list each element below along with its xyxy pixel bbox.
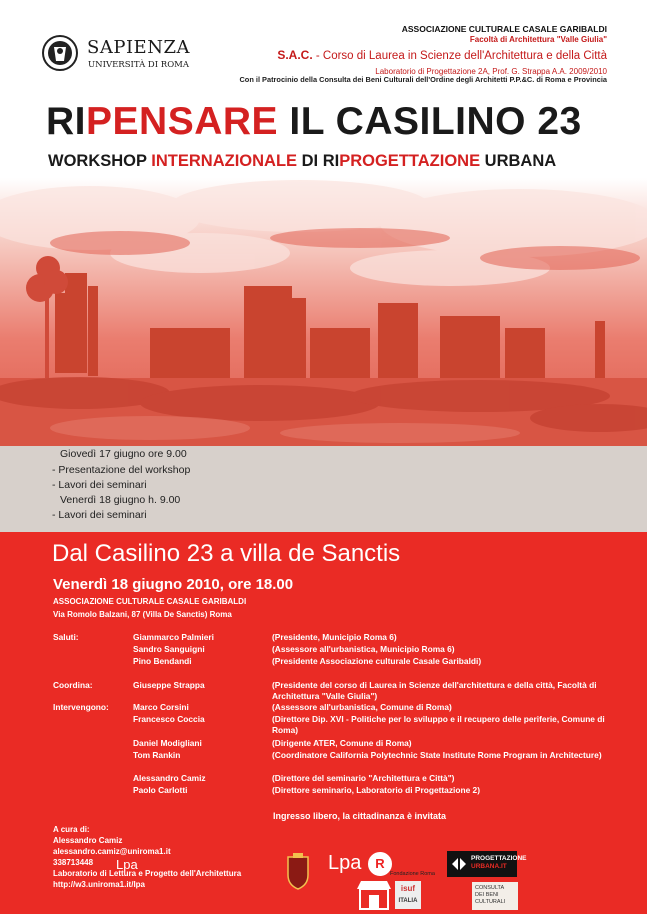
schedule-item: - Lavori dei seminari — [52, 479, 147, 491]
progettazione-urbana-logo — [447, 851, 527, 877]
lab-info: Laboratorio di Progettazione 2A, Prof. G. Strappa A.A. 2009/2010 — [375, 67, 607, 76]
speaker-name: Marco Corsini — [133, 702, 189, 712]
logo-name: SAPIENZA — [87, 37, 190, 58]
consulta-line3: CULTURALI — [475, 899, 506, 905]
free-entry-note: Ingresso libero, la cittadinanza è invitata — [273, 811, 447, 821]
isuf-italia-logo — [395, 881, 421, 909]
speaker-name: Giammarco Palmieri — [133, 632, 214, 642]
subtitle-di-ri: DI RI — [297, 152, 340, 170]
speaker-name: Francesco Coccia — [133, 714, 205, 724]
fondazione-roma-logo: R — [368, 852, 392, 876]
program-label-intervengono: Intervengono: — [53, 702, 109, 712]
title-part-rest: IL CASILINO 23 — [278, 100, 582, 143]
progettazione-mark-icon — [450, 855, 468, 873]
curator-name: Alessandro Camiz — [53, 836, 123, 845]
patronage-text: Con il Patrocinio della Consulta dei Beni Culturali dell'Ordine degli Architetti P.P.&C. di Roma e Provincia — [239, 75, 607, 84]
subtitle-workshop: WORKSHOP — [48, 152, 152, 170]
isuf-line1: isuf — [400, 884, 416, 893]
speaker-role: (Assessore all'urbanistica, Municipio Roma 6) — [272, 644, 455, 654]
title-part-ri: RI — [46, 100, 86, 143]
lpa-small-logo: Lpa — [116, 857, 138, 872]
speaker-role: (Direttore Dip. XVI - Politiche per lo sviluppo e il recupero delle periferie, Comune di Roma) — [272, 714, 605, 735]
course-text: - Corso di Laurea in Scienze dell'Architettura e della Città — [312, 50, 607, 62]
curated-by — [53, 824, 241, 890]
event-title: Dal Casilino 23 a villa de Sanctis — [52, 540, 401, 567]
fondazione-roma-text: Fondazione Roma — [390, 871, 435, 877]
shop-icon — [355, 879, 393, 911]
speaker-name: Daniel Modigliani — [133, 738, 202, 748]
curator-lab: Laboratorio di Lettura e Progetto dell'Architettura — [53, 869, 242, 878]
program-label-coordina: Coordina: — [53, 680, 93, 690]
main-title — [46, 100, 582, 144]
speaker-role: (Direttore del seminario "Architettura e Città") — [272, 773, 455, 783]
speaker-name: Pino Bendandi — [133, 656, 192, 666]
course-name — [277, 48, 607, 62]
speaker-role: (Presidente del corso di Laurea in Scienze dell'architettura e della città, Facoltà di Architettura "Valle Giulia") — [272, 680, 597, 701]
sac-acronym: S.A.C. — [277, 48, 313, 62]
schedule-band — [0, 446, 647, 532]
lpa-logo: Lpa — [328, 852, 362, 874]
roma-crest-icon — [278, 851, 318, 896]
program-label-saluti: Saluti: — [53, 632, 79, 642]
logo-subtitle: UNIVERSITÀ DI ROMA — [88, 60, 190, 70]
speaker-role: (Direttore seminario, Laboratorio di Progettazione 2) — [272, 785, 481, 795]
sapienza-logo — [42, 33, 190, 77]
consulta-line1: CONSULTA — [475, 885, 505, 891]
speaker-role: (Assessore all'urbanistica, Comune di Roma) — [272, 702, 452, 712]
subtitle-internazionale: INTERNAZIONALE — [151, 152, 298, 170]
event-date: Venerdì 18 giugno 2010, ore 18.00 — [53, 576, 294, 593]
curator-url[interactable]: http://w3.uniroma1.it/lpa — [53, 880, 146, 889]
header-organizers — [277, 24, 607, 76]
progettazione-line1: PROGETTAZIONE — [471, 855, 527, 862]
skyline-photo — [0, 178, 647, 446]
schedule-day-2: Venerdì 18 giugno h. 9.00 — [60, 494, 181, 506]
faculty-name: Facoltà di Architettura "Valle Giulia" — [469, 35, 607, 44]
speaker-name: Alessandro Camiz — [133, 773, 206, 783]
speaker-name: Giuseppe Strappa — [133, 680, 205, 690]
speaker-name: Tom Rankin — [133, 750, 181, 760]
speaker-role: (Presidente, Municipio Roma 6) — [272, 632, 397, 642]
schedule-item: - Presentazione del workshop — [52, 464, 191, 476]
subtitle-progettazione: PROGETTAZIONE — [339, 152, 481, 170]
event-address: Via Romolo Balzani, 87 (Villa De Sanctis) Roma — [53, 610, 232, 619]
association-name: ASSOCIAZIONE CULTURALE CASALE GARIBALDI — [401, 24, 607, 34]
consulta-beni-culturali-logo — [472, 882, 518, 910]
consulta-line2: DEI BENI — [475, 892, 499, 898]
progettazione-line2: URBANA.IT — [471, 863, 507, 870]
sapienza-seal-icon — [42, 33, 78, 73]
speaker-role: (Presidente Associazione culturale Casale Garibaldi) — [272, 656, 482, 666]
subtitle — [48, 152, 556, 171]
curator-email[interactable]: alessandro.camiz@uniroma1.it — [53, 847, 171, 856]
title-part-pensare: PENSARE — [86, 100, 279, 143]
curator-phone: 338713448 — [53, 858, 94, 867]
speaker-role: (Coordinatore California Polytechnic State Institute Rome Program in Architecture) — [272, 750, 602, 760]
subtitle-urbana: URBANA — [480, 152, 557, 170]
speaker-name: Sandro Sanguigni — [133, 644, 205, 654]
curated-label: A cura di: — [53, 825, 90, 834]
skyline-image — [0, 178, 647, 446]
isuf-line2: ITALIA — [398, 898, 418, 904]
speaker-role: (Dirigente ATER, Comune di Roma) — [272, 738, 412, 748]
speaker-name: Paolo Carlotti — [133, 785, 188, 795]
event-venue: ASSOCIAZIONE CULTURALE CASALE GARIBALDI — [53, 597, 247, 606]
schedule-day-1: Giovedì 17 giugno ore 9.00 — [60, 448, 187, 460]
event-section — [0, 532, 647, 914]
schedule-item: - Lavori dei seminari — [52, 509, 147, 521]
